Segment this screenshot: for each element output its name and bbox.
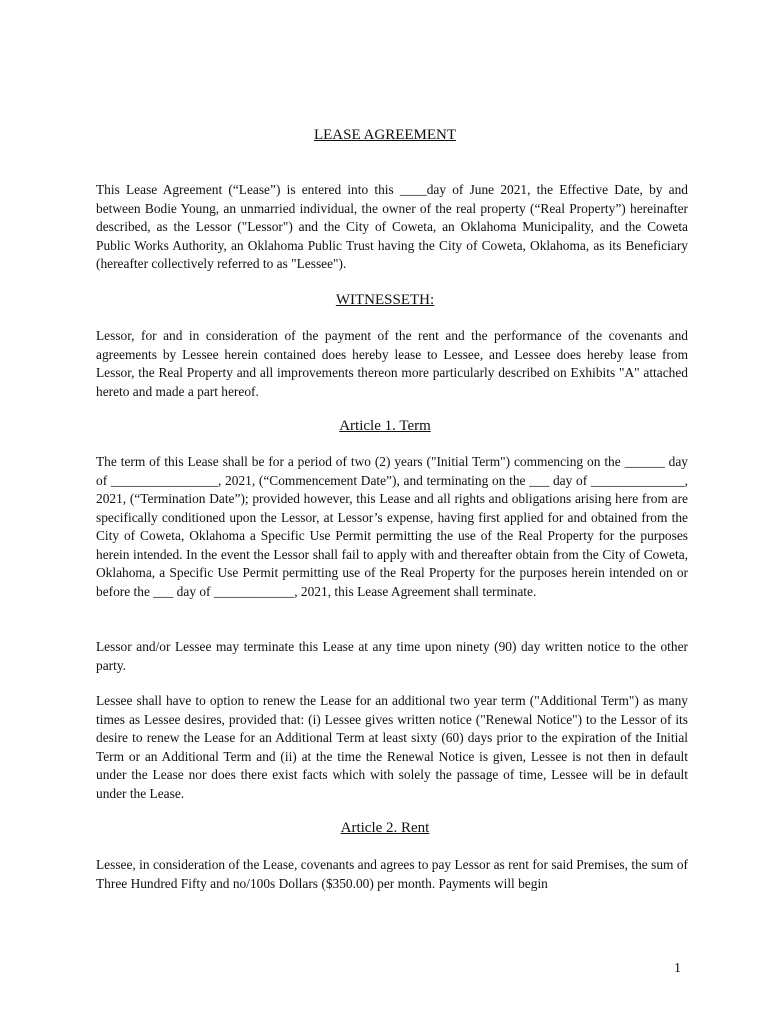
page-number: 1 [674, 961, 681, 976]
witnesseth-paragraph: Lessor, for and in consideration of the payment of the rent and the performance of the covenants and agreements by Lessee herein contained does hereby lease to Lessee, and Lessee does hereby lease from Lessor, the Real Property and all improvements thereon more particularly described on Exhibits "A" attached hereto and made a part hereof. [96, 328, 688, 399]
article-2-rent-paragraph: Lessee, in consideration of the Lease, covenants and agrees to pay Lessor as rent for said Premises, the sum of Three Hundred Fifty and no/100s Dollars ($350.00) per month. Payments will begin [96, 857, 688, 891]
article-1-heading: Article 1. Term [339, 418, 431, 434]
document-title: LEASE AGREEMENT [313, 127, 457, 143]
article-2-heading: Article 2. Rent [340, 820, 430, 836]
article-1-renewal-paragraph: Lessee shall have to option to renew the Lease for an additional two year term ("Additional Term") as many times as Lessee desires, provided that: (i) Lessee gives written notice ("Renewal Notice") to the Lessor of its desire to renew the Lease for an Additional Term at least sixty (60) days prior to the expiration of the Initial Term or an Additional Term and (ii) at the time the Renewal Notice is given, Lessee is not then in default under the Lease nor does there exist facts which with solely the passage of time, Lessee will be in default under the Lease. [96, 693, 688, 801]
witnesseth-heading: WITNESSETH: [335, 292, 435, 308]
article-1-termination-paragraph: Lessor and/or Lessee may terminate this Lease at any time upon ninety (90) day written notice to the other party. [96, 639, 688, 673]
article-1-term-paragraph: The term of this Lease shall be for a period of two (2) years ("Initial Term") commencing on the ______ day of ________________, 2021, (“Commencement Date”), and terminating on the ___ day of ______________, 2021, (“Termination Date”); provided however, this Lease and all rights and obligations arising here from are specifically conditioned upon the Lessor, at Lessor’s expense, having first applied for and obtained from the City of Coweta, Oklahoma a Specific Use Permit permitting the use of the Real Property for the purposes herein intended. In the event the Lessor shall fail to apply with and thereafter obtain from the City of Coweta, Oklahoma, a Specific Use Permit permitting use of the Real Property for the purposes herein intended on or before the ___ day of ____________, 2021, this Lease Agreement shall terminate. [96, 454, 688, 599]
intro-paragraph: This Lease Agreement (“Lease”) is entered into this ____day of June 2021, the Effective Date, by and between Bodie Young, an unmarried individual, the owner of the real property (“Real Property”) hereinafter described, as the Lessor ("Lessor") and the City of Coweta, an Oklahoma Municipality, and the Coweta Public Works Authority, an Oklahoma Public Trust having the City of Coweta, Oklahoma, as its Beneficiary (hereafter collectively referred to as "Lessee"). [96, 182, 688, 271]
